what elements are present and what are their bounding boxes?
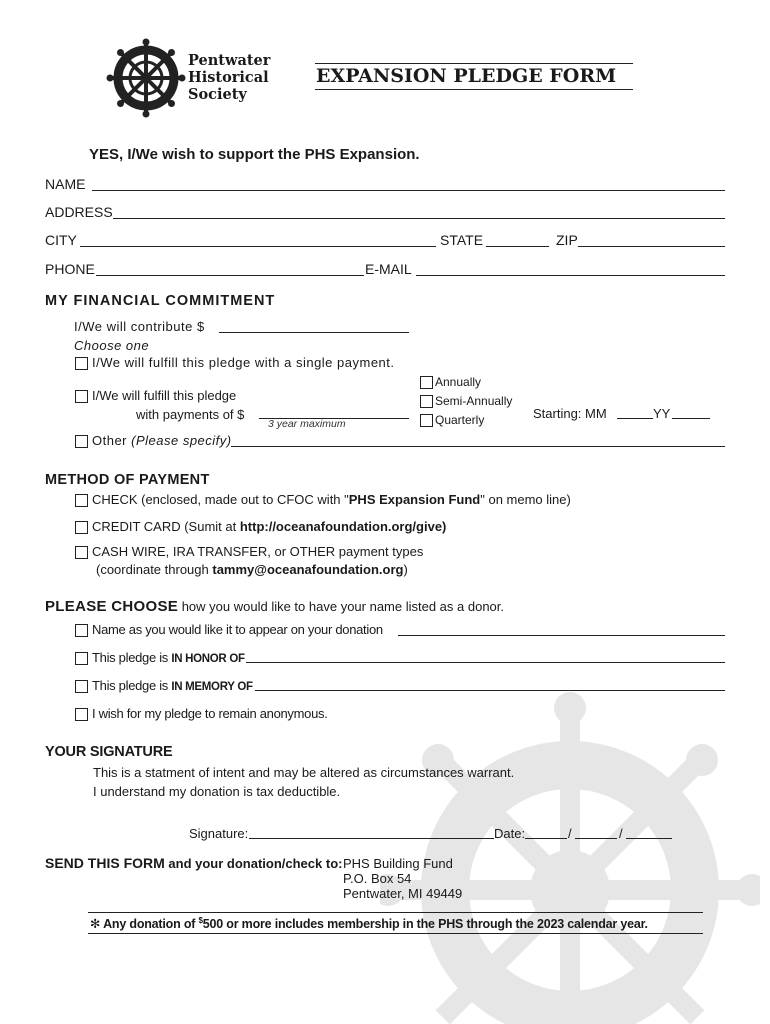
phone-label: PHONE bbox=[45, 261, 95, 277]
annually-label: Annually bbox=[435, 375, 482, 389]
memory-text-pre: This pledge is bbox=[92, 678, 172, 693]
city-field[interactable] bbox=[80, 246, 436, 247]
email-field[interactable] bbox=[416, 275, 725, 276]
check-checkbox[interactable] bbox=[75, 494, 88, 507]
mailing-address-line-2: P.O. Box 54 bbox=[343, 871, 412, 886]
title-rule-bottom bbox=[315, 89, 633, 90]
name-field[interactable] bbox=[92, 190, 725, 191]
form-title: EXPANSION PLEDGE FORM bbox=[316, 65, 617, 87]
contribute-label: I/We will contribute $ bbox=[74, 319, 205, 334]
cash-wire-coordinate bbox=[96, 562, 408, 577]
footnote bbox=[90, 916, 648, 931]
multi-payment-label-1: I/We will fulfill this pledge bbox=[92, 388, 237, 403]
address-label: ADDRESS bbox=[45, 204, 113, 220]
asterisk-icon: ✻ bbox=[90, 916, 101, 932]
annually-checkbox[interactable] bbox=[420, 376, 433, 389]
max-note: 3 year maximum bbox=[268, 418, 346, 430]
footnote-dollar: $ bbox=[198, 916, 203, 925]
name-label: NAME bbox=[45, 176, 86, 192]
check-label bbox=[92, 492, 571, 507]
choose-one-label: Choose one bbox=[74, 338, 150, 353]
check-text-bold: PHS Expansion Fund bbox=[348, 492, 481, 507]
signature-note-2: I understand my donation is tax deductible. bbox=[93, 784, 341, 799]
quarterly-checkbox[interactable] bbox=[420, 414, 433, 427]
other-specify-field[interactable] bbox=[231, 446, 725, 447]
send-label-bold: SEND THIS FORM bbox=[45, 855, 165, 871]
memory-text-bold: IN MEMORY OF bbox=[171, 681, 253, 693]
name-as-label: Name as you would like it to appear on your donation bbox=[92, 622, 383, 637]
starting-yy-field[interactable] bbox=[672, 418, 710, 419]
memory-label bbox=[92, 678, 253, 693]
intro-text: YES, I/We wish to support the PHS Expansion. bbox=[89, 146, 420, 163]
anonymous-checkbox[interactable] bbox=[75, 708, 88, 721]
zip-label: ZIP bbox=[556, 232, 578, 248]
name-as-field[interactable] bbox=[398, 635, 725, 636]
credit-card-checkbox[interactable] bbox=[75, 521, 88, 534]
date-slash-2: / bbox=[619, 826, 623, 841]
method-heading: METHOD OF PAYMENT bbox=[45, 472, 210, 488]
date-year-field[interactable] bbox=[626, 838, 672, 839]
title-rule-top bbox=[315, 63, 633, 64]
anonymous-label: I wish for my pledge to remain anonymous. bbox=[92, 706, 328, 721]
city-label: CITY bbox=[45, 232, 77, 248]
logo-text bbox=[188, 52, 270, 103]
other-specify: (Please specify) bbox=[131, 433, 232, 448]
signature-field[interactable] bbox=[249, 838, 494, 839]
check-text-pre: CHECK (enclosed, made out to CFOC with " bbox=[92, 492, 349, 507]
logo-line-2: Historical bbox=[188, 69, 269, 86]
donor-heading-bold: PLEASE CHOOSE bbox=[45, 598, 179, 615]
footnote-pre: Any donation of bbox=[100, 917, 199, 932]
footnote-rule-top bbox=[88, 912, 703, 913]
other-text: Other bbox=[92, 433, 128, 448]
semi-annually-label: Semi-Annually bbox=[435, 394, 513, 408]
address-field[interactable] bbox=[113, 218, 725, 219]
name-as-checkbox[interactable] bbox=[75, 624, 88, 637]
honor-text-bold: IN HONOR OF bbox=[171, 653, 245, 665]
credit-card-label bbox=[92, 519, 446, 534]
mailing-address-line-3: Pentwater, MI 49449 bbox=[343, 886, 463, 901]
send-label-rest: and your donation/check to: bbox=[164, 856, 343, 871]
state-label: STATE bbox=[440, 232, 484, 248]
other-checkbox[interactable] bbox=[75, 435, 88, 448]
cash-text-post: ) bbox=[403, 562, 408, 577]
quarterly-label: Quarterly bbox=[435, 413, 485, 427]
other-label bbox=[92, 433, 232, 448]
logo-line-3: Society bbox=[188, 86, 247, 103]
memory-checkbox[interactable] bbox=[75, 680, 88, 693]
send-label bbox=[45, 855, 342, 873]
cash-email-link[interactable]: tammy@oceanafoundation.org bbox=[212, 562, 404, 577]
starting-mm-field[interactable] bbox=[617, 418, 653, 419]
mailing-address bbox=[343, 856, 462, 901]
state-field[interactable] bbox=[486, 246, 549, 247]
phone-field[interactable] bbox=[96, 275, 364, 276]
credit-text-pre: CREDIT CARD (Sumit at bbox=[92, 519, 240, 534]
semi-annually-checkbox[interactable] bbox=[420, 395, 433, 408]
single-payment-checkbox[interactable] bbox=[75, 357, 88, 370]
date-month-field[interactable] bbox=[525, 838, 567, 839]
footnote-rule-bottom bbox=[88, 933, 703, 934]
date-day-field[interactable] bbox=[575, 838, 617, 839]
mailing-address-line-1: PHS Building Fund bbox=[343, 856, 453, 871]
single-payment-label: I/We will fulfill this pledge with a single payment. bbox=[92, 355, 395, 370]
honor-text-pre: This pledge is bbox=[92, 650, 172, 665]
starting-mm-label: Starting: MM bbox=[533, 406, 607, 421]
honor-label bbox=[92, 650, 245, 665]
cash-text-pre: (coordinate through bbox=[96, 562, 213, 577]
memory-field[interactable] bbox=[255, 690, 725, 691]
check-text-post: " on memo line) bbox=[480, 492, 571, 507]
signature-heading: YOUR SIGNATURE bbox=[45, 744, 173, 760]
donor-heading bbox=[45, 598, 504, 616]
starting-yy-label: YY bbox=[653, 406, 671, 421]
zip-field[interactable] bbox=[578, 246, 725, 247]
multi-payment-label-2: with payments of $ bbox=[136, 407, 245, 422]
multi-payment-checkbox[interactable] bbox=[75, 390, 88, 403]
ship-wheel-logo-icon bbox=[106, 38, 186, 118]
footnote-post: 500 or more includes membership in the PHS through the 2023 calendar year. bbox=[202, 917, 648, 932]
honor-checkbox[interactable] bbox=[75, 652, 88, 665]
credit-url-link[interactable]: http://oceanafoundation.org/give) bbox=[239, 519, 447, 534]
donor-heading-rest: how you would like to have your name listed as a donor. bbox=[178, 599, 505, 614]
cash-wire-checkbox[interactable] bbox=[75, 546, 88, 559]
logo-line-1: Pentwater bbox=[188, 52, 271, 69]
signature-note-1: This is a statment of intent and may be altered as circumstances warrant. bbox=[93, 765, 515, 780]
email-label: E-MAIL bbox=[365, 261, 412, 277]
signature-label: Signature: bbox=[189, 826, 249, 841]
cash-wire-label: CASH WIRE, IRA TRANSFER, or OTHER payment types bbox=[92, 544, 424, 559]
date-label: Date: bbox=[494, 826, 526, 841]
date-slash-1: / bbox=[568, 826, 572, 841]
contribute-amount-field[interactable] bbox=[219, 332, 409, 333]
financial-heading: MY FINANCIAL COMMITMENT bbox=[45, 293, 276, 309]
honor-field[interactable] bbox=[246, 662, 725, 663]
